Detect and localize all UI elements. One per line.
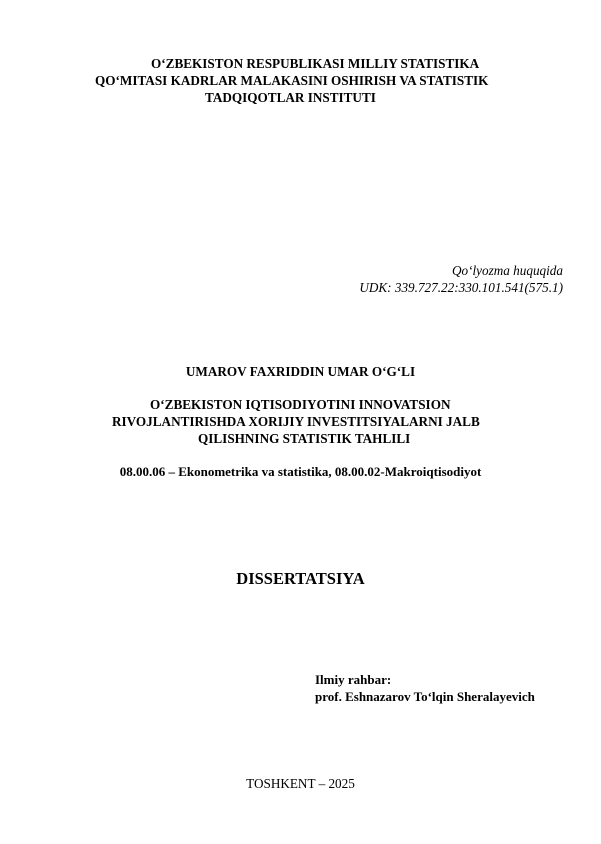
supervisor-name: prof. Eshnazarov To‘lqin Sheralayevich [315, 689, 535, 704]
supervisor-label: Ilmiy rahbar: [315, 672, 392, 687]
thesis-title-line-2: RIVOJLANTIRISHDA XORIJIY INVESTITSIYALARNI JALB [112, 414, 480, 429]
institution-line-3: TADQIQOTLAR INSTITUTI [205, 90, 376, 105]
specialty-codes: 08.00.06 – Ekonometrika va statistika, 08.00.02-Makroiqtisodiyot [119, 464, 482, 479]
manuscript-rights-label: Qo‘lyozma huquqida [452, 263, 563, 278]
institution-line-1: O‘ZBEKISTON RESPUBLIKASI MILLIY STATISTIKA [151, 56, 480, 71]
city-year: TOSHKENT – 2025 [246, 776, 355, 791]
udk-code: UDK: 339.727.22:330.101.541(575.1) [359, 280, 563, 295]
institution-line-2: QO‘MITASI KADRLAR MALAKASINI OSHIRISH VA STATISTIK [95, 73, 489, 88]
thesis-title-line-3: QILISHNING STATISTIK TAHLILI [198, 431, 411, 446]
document-type: DISSERTATSIYA [236, 569, 365, 588]
thesis-title-line-1: O‘ZBEKISTON IQTISODIYOTINI INNOVATSION [150, 397, 451, 412]
author-name: UMAROV FAXRIDDIN UMAR O‘G‘LI [185, 364, 416, 379]
